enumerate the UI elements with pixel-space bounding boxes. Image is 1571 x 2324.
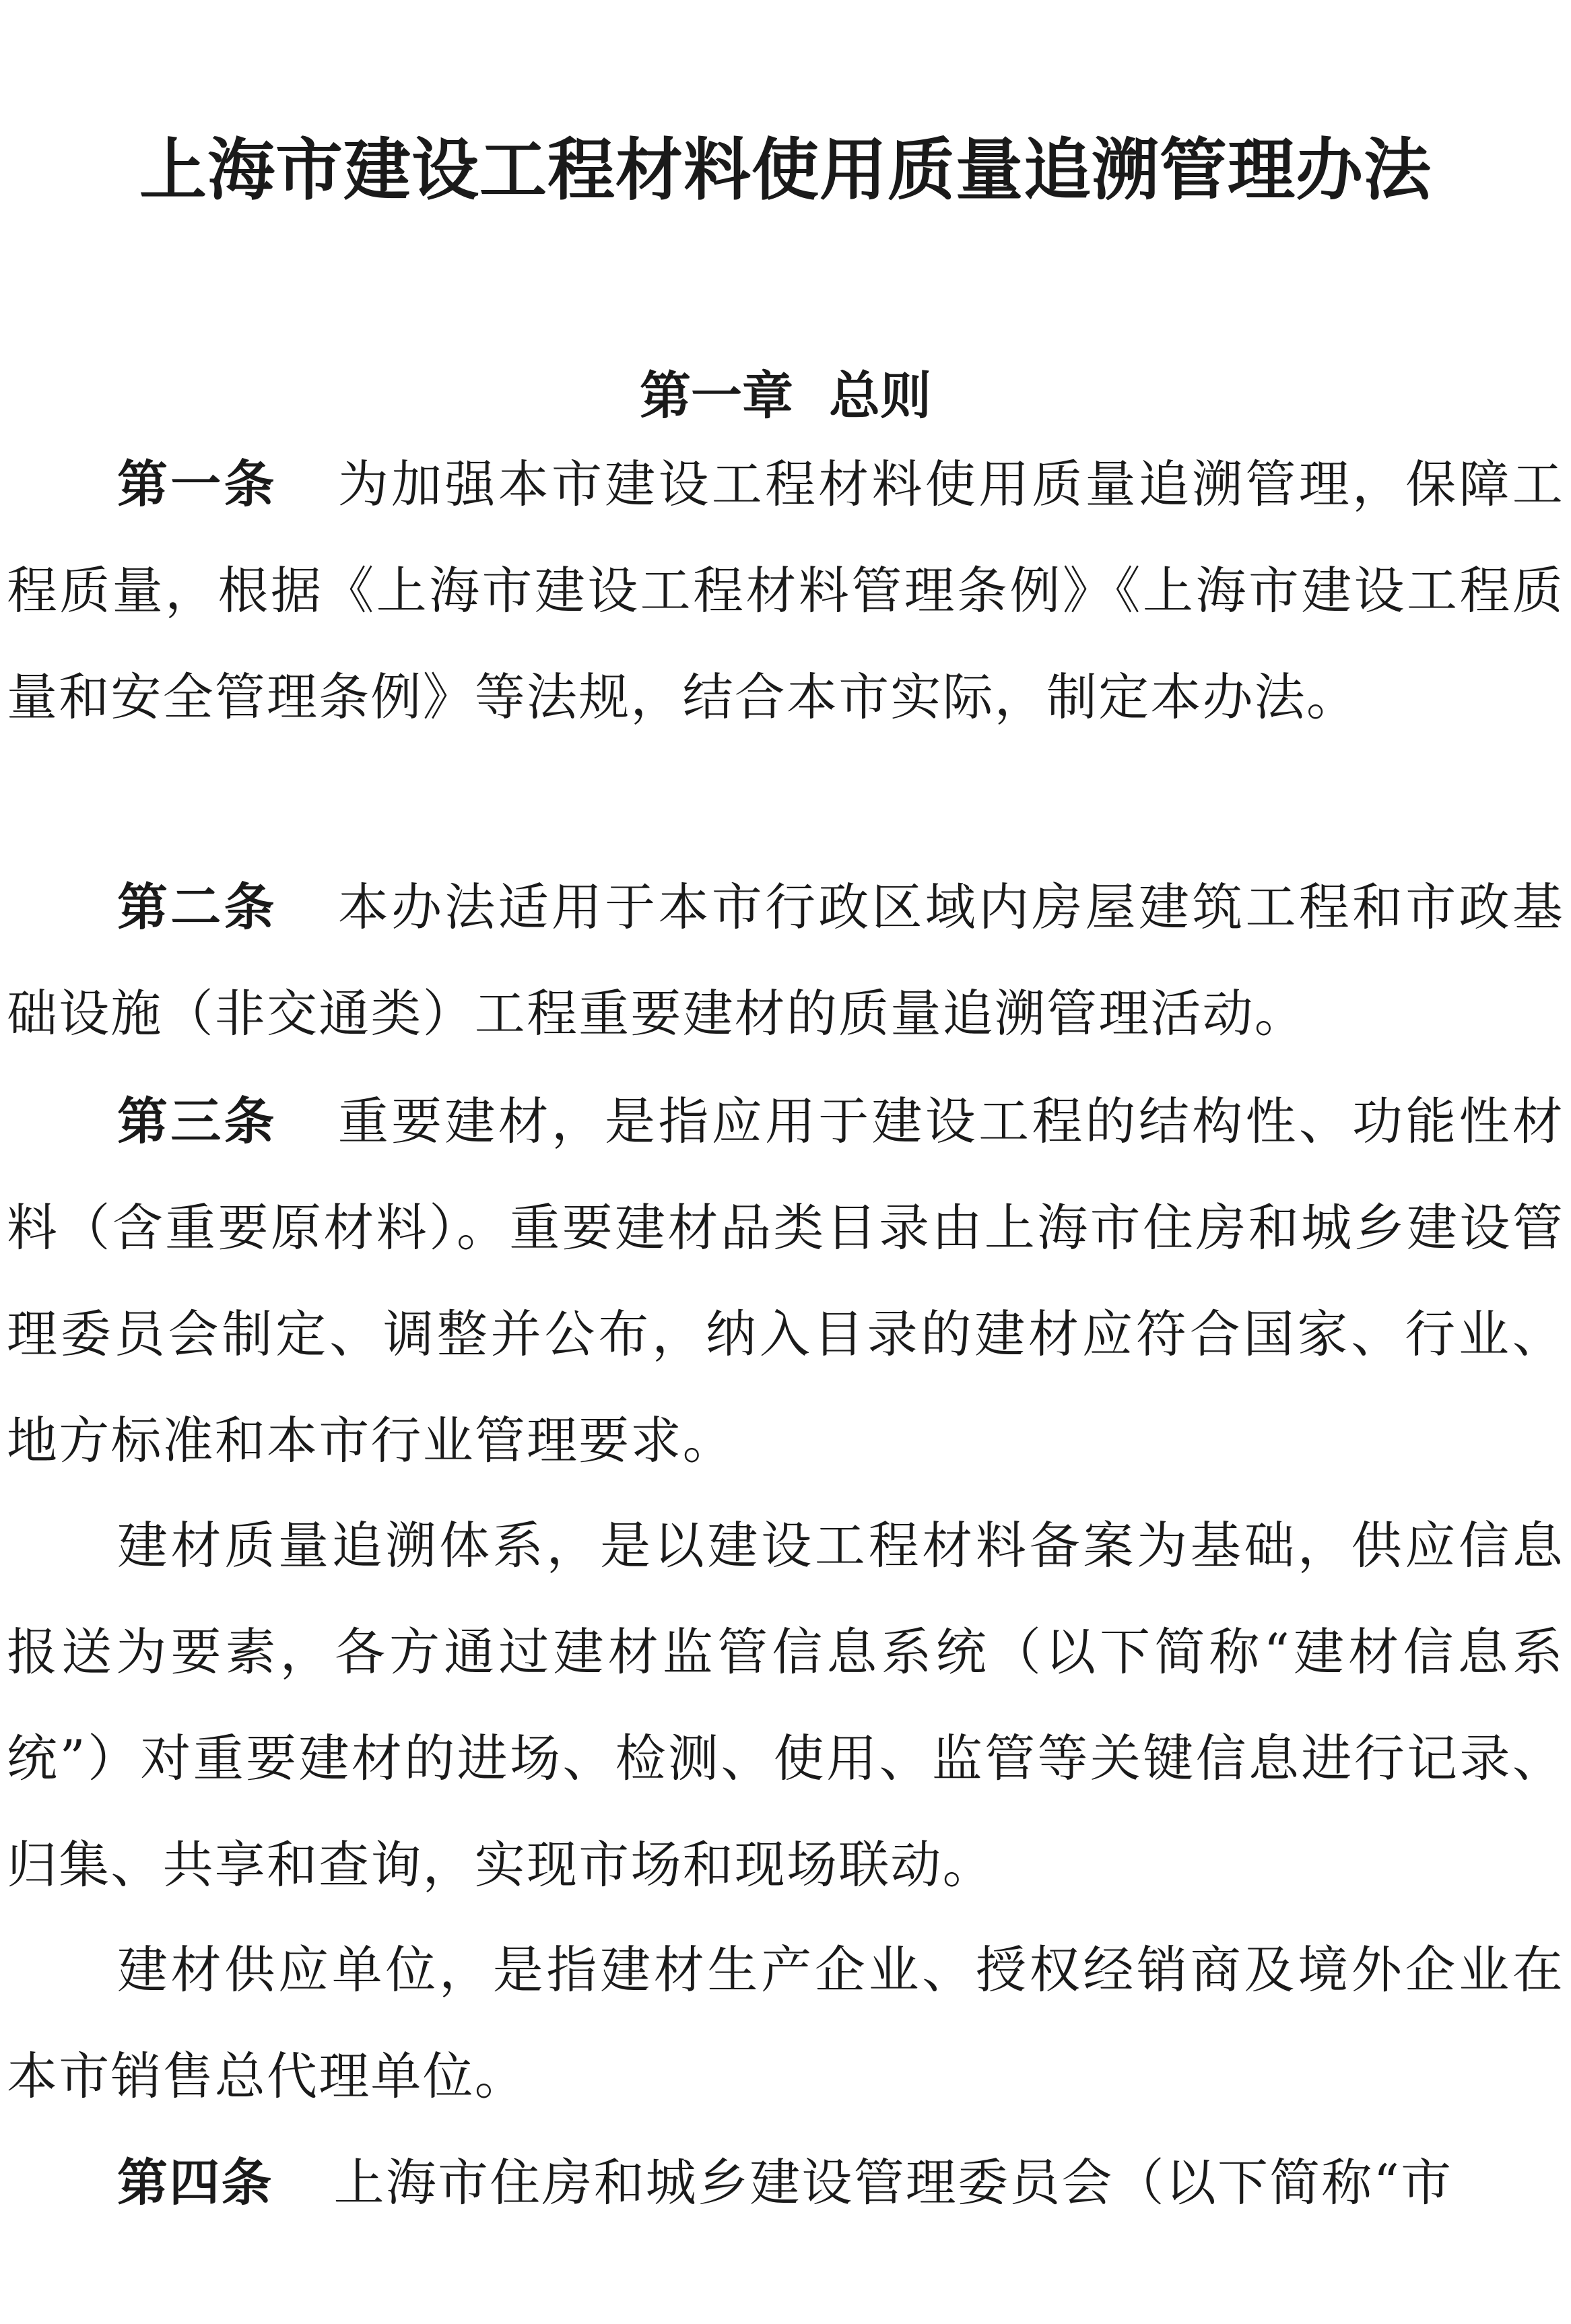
article-text: 本办法适用于本市行政区域内房屋建筑工程和市政基础设施（非交通类）工程重要建材的质量追溯管理活动。: [7, 877, 1564, 1043]
article-label: 第二条: [117, 877, 277, 937]
chapter-heading: 第一章 总则: [640, 366, 931, 426]
paragraph-supplier-definition: [7, 1917, 1564, 2129]
paragraph-text: 建材供应单位，是指建材生产企业、授权经销商及境外企业在本市销售总代理单位。: [7, 1940, 1564, 2106]
article-text: 重要建材，是指应用于建设工程的结构性、功能性材料（含重要原材料）。重要建材品类目录由上海市住房和城乡建设管理委员会制定、调整并公布，纳入目录的建材应符合国家、行业、地方标准和本市行业管理要求。: [7, 1092, 1564, 1470]
article-3-paragraph: [7, 1068, 1564, 1494]
article-text: 为加强本市建设工程材料使用质量追溯管理，保障工程质量，根据《上海市建设工程材料管理条例》《上海市建设工程质量和安全管理条例》等法规，结合本市实际，制定本办法。: [7, 455, 1564, 727]
article-text: 上海市住房和城乡建设管理委员会（以下简称“市: [333, 2153, 1453, 2212]
paragraph-traceability-system: [7, 1492, 1564, 1918]
article-label: 第三条: [117, 1092, 277, 1151]
article-1-paragraph: [7, 431, 1564, 750]
paragraph-text: 建材质量追溯体系，是以建设工程材料备案为基础，供应信息报送为要素，各方通过建材监管信息系统（以下简称“建材信息系统”）对重要建材的进场、检测、使用、监管等关键信息进行记录、归集、共享和查询，实现市场和现场联动。: [7, 1516, 1564, 1894]
article-label: 第四条: [117, 2153, 273, 2212]
article-label: 第一条: [117, 455, 277, 514]
article-2-paragraph: [7, 854, 1564, 1067]
document-title: 上海市建设工程材料使用质量追溯管理办法: [139, 130, 1432, 209]
article-4-paragraph: [7, 2129, 1564, 2236]
